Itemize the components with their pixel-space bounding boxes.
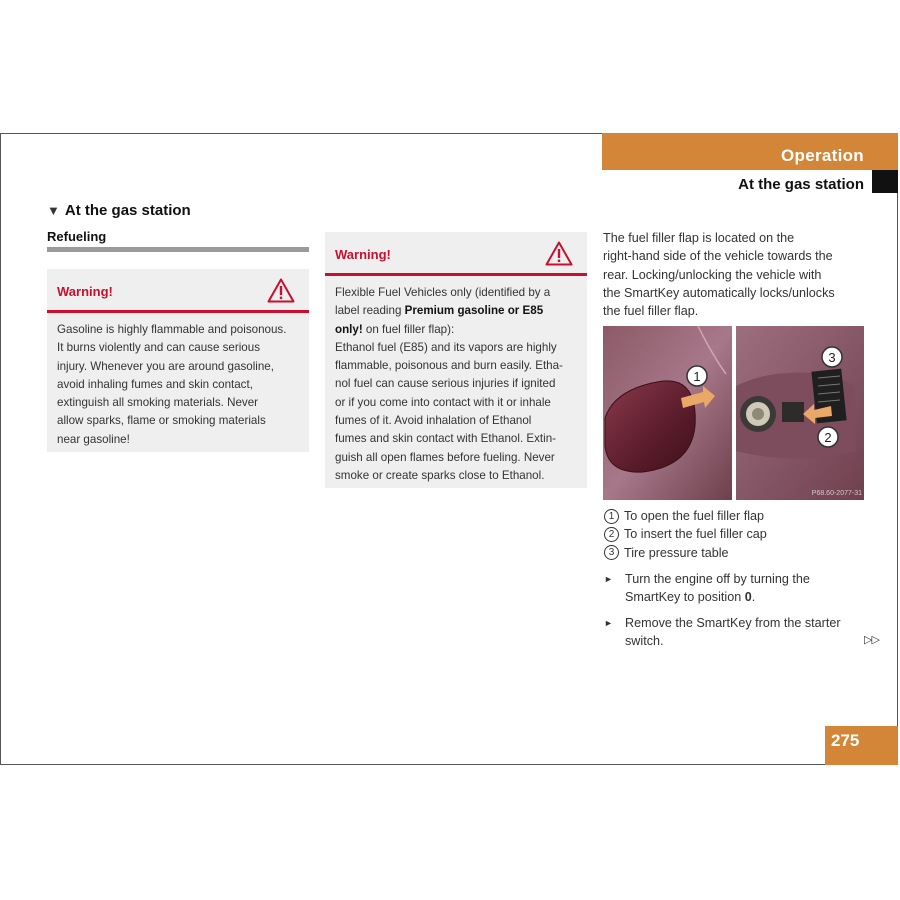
page-header-subsection: At the gas station	[738, 176, 864, 193]
sub-heading: Refueling	[47, 229, 107, 244]
warning-line: extinguish all smoking materials. Never	[57, 396, 259, 410]
intro-line: right-hand side of the vehicle towards the	[603, 249, 833, 264]
warning-line: fumes of it. Avoid inhalation of Ethanol	[335, 414, 532, 428]
continued-icon: ▷▷	[864, 634, 879, 646]
instruction-step	[604, 614, 866, 651]
warning-line: nol fuel can cause serious injuries if ignited	[335, 377, 556, 391]
warning-line: or if you come into contact with it or inhale	[335, 395, 551, 409]
warning-line: fumes and skin contact with Ethanol. Extin-	[335, 432, 557, 446]
warning-label-emphasis: only!	[335, 322, 363, 336]
legend-text: Tire pressure table	[624, 545, 729, 560]
callout-1: 1	[693, 369, 701, 384]
warning-box-ethanol	[325, 232, 587, 488]
intro-line: the fuel filler flap.	[603, 304, 699, 319]
step-text	[625, 614, 866, 651]
number-circle: 2	[604, 527, 619, 542]
legend-text: To insert the fuel filler cap	[624, 527, 767, 542]
step-line-text: SmartKey to position	[625, 590, 745, 605]
arrow-right-icon: ►	[604, 574, 613, 584]
warning-label-emphasis: Premium gasoline or E85	[404, 304, 544, 318]
callout-3: 3	[828, 350, 836, 365]
triangle-down-icon: ▼	[47, 203, 60, 218]
warning-line: injury. Whenever you are around gasoline,	[57, 359, 274, 373]
warning-line	[335, 321, 577, 339]
warning-line: It burns violently and can cause serious	[57, 341, 261, 355]
main-heading	[47, 202, 191, 219]
section-tab	[602, 133, 898, 170]
number-circle: 3	[604, 545, 619, 560]
section-title: Operation	[781, 146, 864, 165]
warning-line: Gasoline is highly flammable and poisonous.	[57, 323, 287, 336]
warning-line: Flexible Fuel Vehicles only (identified by a	[335, 286, 551, 299]
warning-line: guish all open flames before fueling. Never	[335, 450, 555, 464]
fuel-filler-illustration	[736, 326, 864, 500]
intro-line: The fuel filler flap is located on the	[603, 231, 795, 245]
warning-header	[325, 232, 587, 276]
key-position: 0	[744, 590, 752, 605]
fuel-flap-illustration	[603, 326, 732, 500]
main-heading-text: At the gas station	[64, 202, 191, 219]
warning-line: avoid inhaling fumes and skin contact,	[57, 377, 253, 391]
page-number-text: 275	[831, 731, 860, 750]
warning-triangle-icon	[267, 278, 295, 303]
warning-line: smoke or create sparks close to Ethanol.	[335, 468, 545, 482]
intro-line: the SmartKey automatically locks/unlocks	[603, 285, 835, 300]
page-number	[825, 726, 898, 765]
warning-text: on fuel filler flap):	[362, 322, 455, 336]
warning-body	[47, 313, 309, 457]
fuel-filler-open-photo	[736, 326, 864, 500]
warning-line: near gasoline!	[57, 432, 130, 446]
warning-line: Ethanol fuel (E85) and its vapors are highly	[335, 340, 557, 354]
sub-heading-rule	[47, 247, 309, 252]
step-line-text: .	[751, 590, 756, 605]
step-line: Turn the engine off by turning the	[625, 572, 810, 586]
warning-title: Warning!	[57, 284, 113, 299]
step-text	[625, 570, 866, 607]
step-line	[625, 588, 866, 606]
intro-paragraph	[603, 229, 865, 320]
legend-item	[604, 525, 767, 543]
warning-header	[47, 269, 309, 313]
figure-code: P68.60-2077-31	[811, 490, 862, 497]
warning-line	[335, 302, 577, 320]
warning-text: label reading	[335, 304, 405, 318]
warning-line: allow sparks, flame or smoking materials	[57, 414, 266, 428]
step-line: Remove the SmartKey from the starter	[625, 616, 841, 630]
warning-line: flammable, poisonous and burn easily. Etha-	[335, 359, 563, 373]
legend-text: To open the fuel filler flap	[624, 509, 765, 523]
instruction-step	[604, 570, 866, 607]
callout-2: 2	[824, 430, 832, 445]
fuel-flap-photo	[603, 326, 732, 500]
warning-box-gasoline	[47, 269, 309, 452]
warning-body	[325, 276, 587, 493]
legend-item	[604, 544, 767, 562]
arrow-right-icon: ►	[604, 618, 613, 628]
intro-line: rear. Locking/unlocking the vehicle with	[603, 267, 822, 282]
header-marker	[872, 170, 898, 193]
legend-item	[604, 507, 767, 525]
number-circle: 1	[604, 509, 619, 524]
step-line: switch.	[625, 634, 664, 649]
warning-triangle-icon	[545, 241, 573, 266]
figure-legend	[604, 507, 767, 562]
warning-title: Warning!	[335, 247, 391, 262]
